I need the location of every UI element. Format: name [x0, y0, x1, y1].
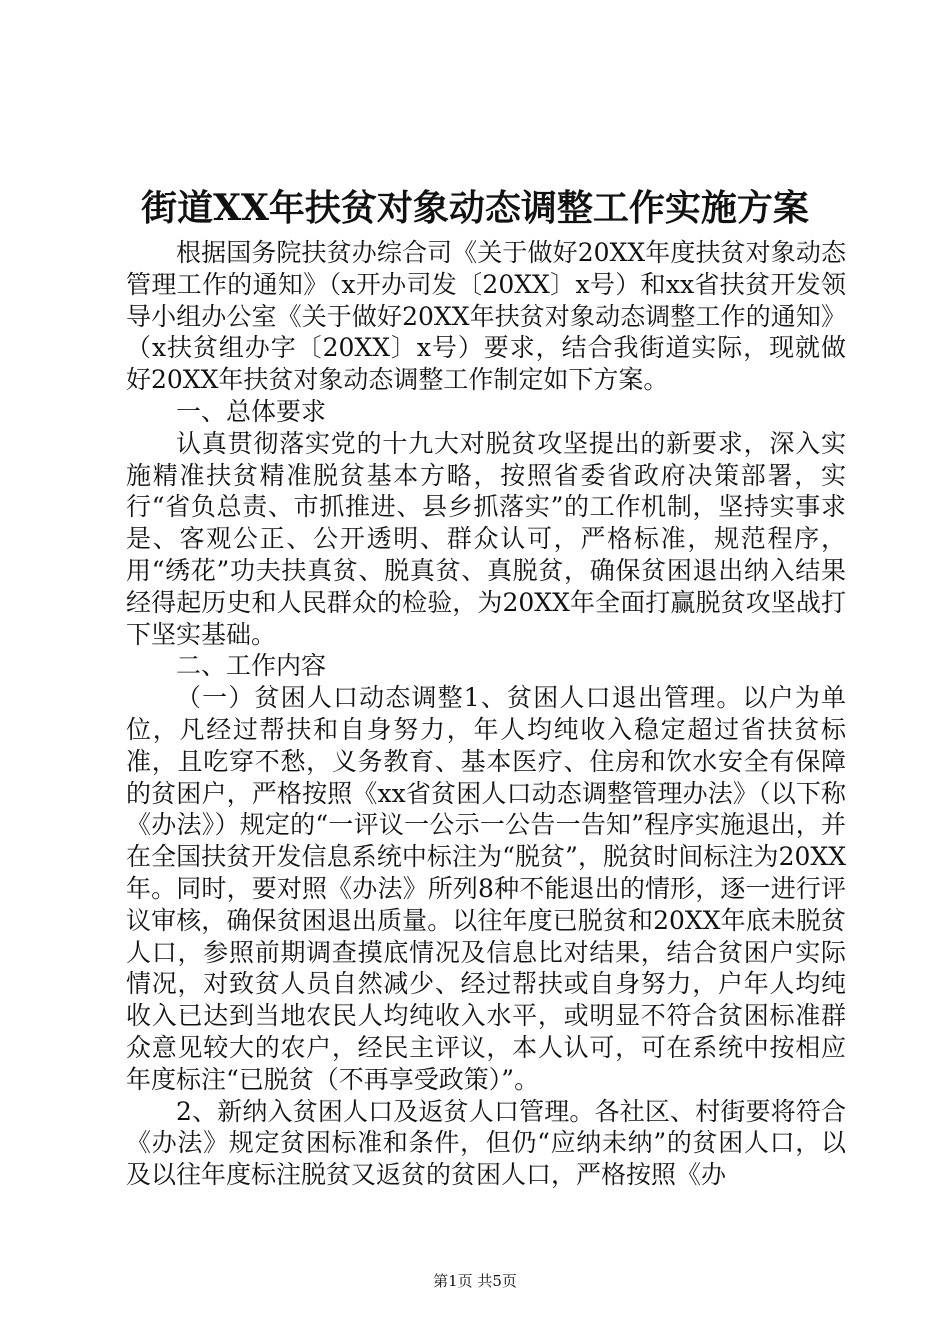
page-footer: 第1页 共5页	[433, 1272, 517, 1290]
document-body	[126, 237, 846, 1191]
paragraph-new-poverty-management: 2、新纳入贫困人口及返贫人口管理。各社区、村街要将符合《办法》规定贫困标准和条件，但仍“应纳未纳”的贫困人口，以及以往年度标注脱贫又返贫的贫困人口，严格按照《办	[126, 1096, 846, 1190]
section-heading-general-requirements: 一、总体要求	[176, 396, 327, 426]
section-heading-work-content: 二、工作内容	[176, 651, 327, 681]
paragraph-general-requirements: 认真贯彻落实党的十九大对脱贫攻坚提出的新要求，深入实施精准扶贫精准脱贫基本方略，按照省委省政府决策部署，实行“省负总责、市抓推进、县乡抓落实”的工作机制，坚持实事求是、客观公正、公开透明、群众认可，严格标准，规范程序，用“绣花”功夫扶真贫、脱真贫、真脱贫，确保贫困退出纳入结果经得起历史和人民群众的检验，为20XX年全面打赢脱贫攻坚战打下坚实基础。	[126, 428, 846, 649]
paragraph-intro: 根据国务院扶贫办综合司《关于做好20XX年度扶贫对象动态管理工作的通知》（x开办司发〔20XX〕x号）和xx省扶贫开发领导小组办公室《关于做好20XX年扶贫对象动态调整工作的通知》（x扶贫组办字〔20XX〕x号）要求，结合我街道实际，现就做好20XX年扶贫对象动态调整工作制定如下方案。	[126, 238, 846, 395]
document-title: 街道XX年扶贫对象动态调整工作实施方案	[141, 187, 809, 229]
paragraph-poverty-exit-management: （一）贫困人口动态调整1、贫困人口退出管理。以户为单位，凡经过帮扶和自身努力，年人均纯收入稳定超过省扶贫标准，且吃穿不愁，义务教育、基本医疗、住房和饮水安全有保障的贫困户，严格按照《xx省贫困人口动态调整管理办法》（以下称《办法》）规定的“一评议一公示一公告一告知”程序实施退出，并在全国扶贫开发信息系统中标注为“脱贫”，脱贫时间标注为20XX年。同时，要对照《办法》所列8种不能退出的情形，逐一进行评议审核，确保贫困退出质量。以往年度已脱贫和20XX年底未脱贫人口，参照前期调查摸底情况及信息比对结果，结合贫困户实际情况，对致贫人员自然减少、经过帮扶或自身努力，户年人均纯收入已达到当地农民人均纯收入水平，或明显不符合贫困标准群众意见较大的农户，经民主评议，本人认可，可在系统中按相应年度标注“已脱贫（不再享受政策）”。	[126, 683, 846, 1094]
